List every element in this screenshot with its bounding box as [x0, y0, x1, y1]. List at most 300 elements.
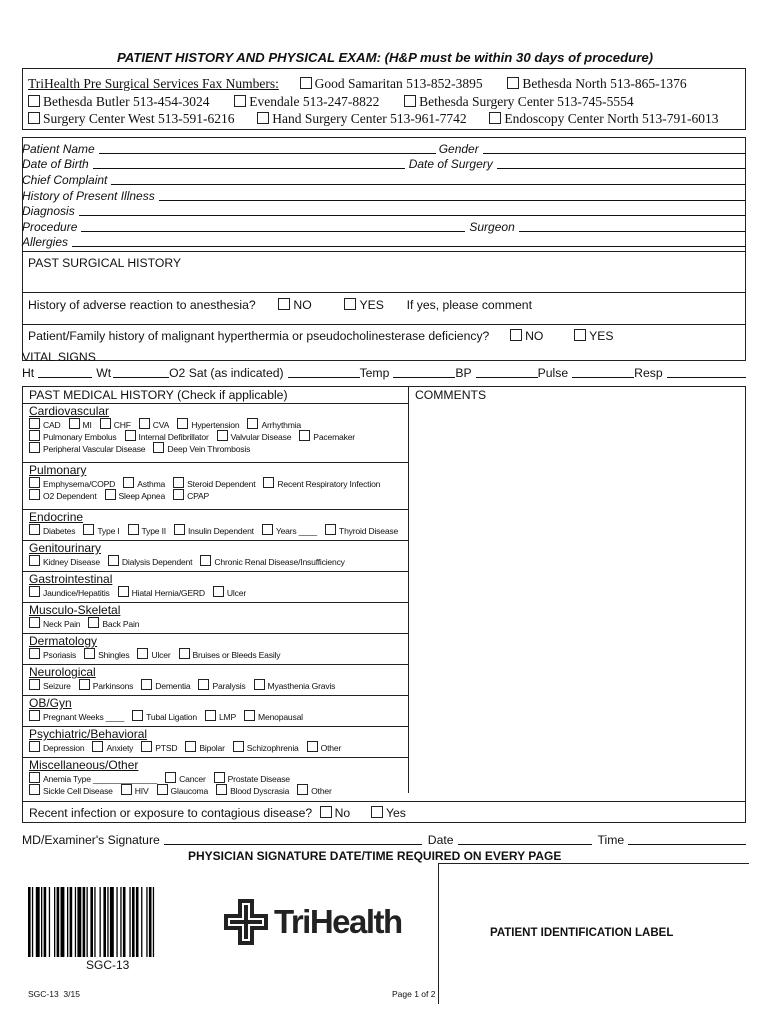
checkbox[interactable]	[123, 477, 134, 488]
pulm-option[interactable]	[173, 489, 209, 501]
obgyn-row-1	[29, 710, 409, 722]
obgyn-label: OB/Gyn	[29, 696, 72, 710]
option-label: Prostate Disease	[227, 774, 290, 784]
pmh-table	[22, 386, 746, 823]
obgyn-option[interactable]	[132, 710, 197, 722]
checkbox[interactable]	[141, 679, 152, 690]
checkbox[interactable]	[108, 555, 119, 566]
surgeon-field[interactable]	[519, 220, 745, 232]
signature-field[interactable]	[164, 833, 422, 845]
cardio-option[interactable]	[299, 430, 355, 442]
diagnosis-label: Diagnosis	[22, 204, 75, 218]
section-gastrointestinal	[23, 571, 409, 602]
option-label: Pacemaker	[313, 432, 355, 442]
option-label: Jaundice/Hepatitis	[43, 588, 110, 598]
page-number: Page 1 of 2	[392, 989, 436, 999]
option-label: Psoriasis	[43, 650, 77, 660]
psych-option[interactable]	[233, 741, 299, 753]
checkbox-bethesda-surgery-center[interactable]	[404, 95, 416, 107]
option-label: Dementia	[155, 681, 191, 691]
patient-name-field[interactable]	[99, 142, 436, 154]
checkbox-evendale[interactable]	[234, 95, 246, 107]
checkbox[interactable]	[297, 784, 308, 795]
checkbox[interactable]	[217, 430, 228, 441]
dob-label: Date of Birth	[22, 157, 89, 171]
barcode-bar	[77, 887, 81, 957]
option-label: Depression	[43, 743, 85, 753]
signature-row: MD/Examiner's Signature Date Time	[22, 833, 746, 847]
pulm-option[interactable]	[29, 489, 97, 501]
barcode-bar	[110, 887, 114, 957]
derm-option[interactable]	[84, 648, 129, 660]
cardio-option[interactable]	[69, 418, 92, 430]
trihealth-wordmark: TriHealth	[274, 903, 402, 940]
bp-field[interactable]	[476, 366, 538, 378]
option-label: MI	[82, 420, 92, 430]
misc-option[interactable]	[297, 784, 332, 796]
gu-option[interactable]	[108, 555, 192, 567]
cardio-option[interactable]	[29, 418, 61, 430]
option-label: Type I	[97, 526, 120, 536]
barcode-bar	[141, 887, 142, 957]
endocrine-label: Endocrine	[29, 510, 84, 524]
obgyn-option[interactable]	[205, 710, 236, 722]
option-label: Anxiety	[106, 743, 134, 753]
hpi-label: History of Present Illness	[22, 189, 155, 203]
section-genitourinary	[23, 540, 409, 571]
barcode-bar	[149, 887, 152, 957]
barcode-bar	[103, 887, 106, 957]
checkbox[interactable]	[185, 741, 196, 752]
ms-option[interactable]	[29, 617, 80, 629]
barcode-bar	[28, 887, 31, 957]
option-label: Thyroid Disease	[339, 526, 399, 536]
misc-option[interactable]	[216, 784, 289, 796]
allergies-field[interactable]	[72, 235, 745, 247]
option-label: Other	[320, 743, 342, 753]
form-id: SGC-13 3/15	[28, 989, 80, 999]
barcode-bar	[153, 887, 154, 957]
checkbox-endoscopy-center-north[interactable]	[489, 112, 501, 124]
checkbox[interactable]	[29, 784, 40, 795]
infection-yes-checkbox[interactable]	[371, 806, 383, 818]
dob-row	[22, 157, 745, 173]
option-label: Parkinsons	[92, 681, 134, 691]
checkbox[interactable]	[29, 586, 40, 597]
checkbox[interactable]	[100, 418, 111, 429]
checkbox[interactable]	[29, 524, 40, 535]
checkbox[interactable]	[325, 524, 336, 535]
option-label: Sleep Apnea	[118, 491, 166, 501]
checkbox[interactable]	[29, 772, 40, 783]
neuro-option[interactable]	[29, 679, 71, 691]
fax-row-3: Surgery Center West 513-591-6216 Hand Surgery Center 513-961-7742 Endoscopy Center North 513-791-6013	[28, 111, 718, 127]
signature-date-field[interactable]	[458, 833, 592, 845]
checkbox[interactable]	[128, 524, 139, 535]
checkbox[interactable]	[29, 710, 40, 721]
infection-row: Recent infection or exposure to contagious disease? No Yes	[29, 806, 406, 820]
option-label: Diabetes	[43, 526, 76, 536]
diagnosis-row	[22, 204, 745, 220]
barcode-bar	[44, 887, 47, 957]
option-label: LMP	[218, 712, 237, 722]
section-psychiatric	[23, 726, 409, 757]
checkbox[interactable]	[216, 784, 227, 795]
barcode-bar	[116, 887, 117, 957]
obgyn-option[interactable]	[244, 710, 303, 722]
pulm-row-1	[29, 477, 409, 489]
checkbox[interactable]	[263, 477, 274, 488]
option-label: Other	[311, 786, 332, 796]
patient-name-row	[22, 142, 745, 158]
checkbox[interactable]	[262, 524, 273, 535]
cardiovascular-label: Cardiovascular	[29, 404, 110, 418]
checkbox[interactable]	[141, 741, 152, 752]
option-label: Bipolar	[199, 743, 225, 753]
checkbox[interactable]	[307, 741, 318, 752]
checkbox[interactable]	[88, 617, 99, 628]
checkbox[interactable]	[105, 489, 116, 500]
checkbox[interactable]	[29, 648, 40, 659]
checkbox[interactable]	[174, 524, 185, 535]
checkbox[interactable]	[137, 648, 148, 659]
section-pulmonary	[23, 462, 409, 509]
option-label: Shingles	[98, 650, 130, 660]
hyperthermia-no-checkbox[interactable]	[510, 329, 522, 341]
psych-option[interactable]	[185, 741, 224, 753]
gi-row-1	[29, 586, 409, 598]
option-label: CPAP	[187, 491, 210, 501]
checkbox[interactable]	[205, 710, 216, 721]
option-label: Blood Dyscrasia	[230, 786, 290, 796]
derm-option[interactable]	[179, 648, 281, 660]
checkbox[interactable]	[84, 648, 95, 659]
option-label: Hypertension	[191, 420, 240, 430]
section-obgyn	[23, 695, 409, 726]
procedure-field[interactable]	[81, 220, 465, 232]
hpi-row	[22, 189, 745, 205]
checkbox[interactable]	[198, 679, 209, 690]
option-label: Emphysema/COPD	[43, 479, 116, 489]
checkbox[interactable]	[132, 710, 143, 721]
option-label: HIV	[134, 786, 149, 796]
allergies-label: Allergies	[22, 235, 69, 249]
checkbox[interactable]	[157, 784, 168, 795]
barcode-bar	[67, 887, 68, 957]
fax-label: TriHealth Pre Surgical Services Fax Numbers:	[28, 76, 279, 91]
section-endocrine	[23, 509, 409, 540]
pulm-option[interactable]	[263, 477, 380, 489]
misc-row-2	[29, 784, 409, 796]
barcode-bar	[136, 887, 139, 957]
infection-row-divider	[23, 801, 745, 802]
hyperthermia-yes-checkbox[interactable]	[574, 329, 586, 341]
vital-signs-heading: VITAL SIGNS	[22, 350, 96, 364]
endo-option[interactable]	[83, 524, 119, 536]
option-label: Years ____	[275, 526, 318, 536]
dermatology-label: Dermatology	[29, 634, 98, 648]
barcode-bar	[70, 887, 73, 957]
checkbox[interactable]	[29, 477, 40, 488]
option-label: Kidney Disease	[43, 557, 100, 567]
neuro-option[interactable]	[141, 679, 190, 691]
pulm-option[interactable]	[29, 477, 115, 489]
option-label: Pregnant Weeks ____	[43, 712, 125, 722]
ms-option[interactable]	[88, 617, 139, 629]
checkbox[interactable]	[247, 418, 258, 429]
fax-row-1: TriHealth Pre Surgical Services Fax Numbers: Good Samaritan 513-852-3895 Bethesda North 513-865-1376	[28, 76, 687, 91]
option-label: Peripheral Vascular Disease	[43, 444, 146, 454]
cardio-option[interactable]	[153, 442, 250, 454]
section-miscellaneous	[23, 757, 409, 804]
gender-field[interactable]	[483, 142, 745, 154]
cardio-row-3	[29, 442, 409, 454]
checkbox-surgery-center-west[interactable]	[28, 112, 40, 124]
misc-option[interactable]	[214, 772, 290, 784]
pulm-row-2	[29, 489, 409, 501]
option-label: Ulcer	[151, 650, 171, 660]
checkbox[interactable]	[177, 418, 188, 429]
option-label: Tubal Ligation	[146, 712, 197, 722]
endo-option[interactable]	[128, 524, 166, 536]
cardio-row-1	[29, 418, 409, 430]
height-field[interactable]	[38, 366, 92, 378]
hpi-field[interactable]	[159, 189, 745, 201]
cardio-row-2	[29, 430, 409, 442]
option-label: Steroid Dependent	[187, 479, 256, 489]
option-label: Glaucoma	[170, 786, 209, 796]
checkbox[interactable]	[165, 772, 176, 783]
cardio-option[interactable]	[217, 430, 292, 442]
barcode-bar	[32, 887, 33, 957]
option-label: Ulcer	[226, 588, 246, 598]
checkbox[interactable]	[92, 741, 103, 752]
checkbox[interactable]	[173, 489, 184, 500]
option-label: Recent Respiratory Infection	[277, 479, 381, 489]
pulm-option[interactable]	[105, 489, 166, 501]
endo-option[interactable]	[174, 524, 254, 536]
trihealth-cross-icon	[222, 897, 270, 947]
checkbox[interactable]	[299, 430, 310, 441]
gender-label: Gender	[438, 142, 479, 156]
option-label: Pulmonary Embolus	[43, 432, 117, 442]
checkbox[interactable]	[213, 586, 224, 597]
cardio-option[interactable]	[100, 418, 131, 430]
cardio-option[interactable]	[125, 430, 209, 442]
resp-field[interactable]	[667, 366, 746, 378]
pulse-field[interactable]	[572, 366, 634, 378]
comments-heading: COMMENTS	[415, 388, 487, 402]
fax-row-2: Bethesda Butler 513-454-3024 Evendale 513-247-8822 Bethesda Surgery Center 513-745-5554	[28, 94, 634, 110]
misc-option[interactable]	[29, 772, 157, 784]
obgyn-option[interactable]	[29, 710, 124, 722]
checkbox[interactable]	[69, 418, 80, 429]
checkbox[interactable]	[29, 679, 40, 690]
infection-no-checkbox[interactable]	[320, 806, 332, 818]
checkbox[interactable]	[179, 648, 190, 659]
checkbox[interactable]	[254, 679, 265, 690]
barcode-bar	[49, 887, 50, 957]
checkbox[interactable]	[153, 442, 164, 453]
anesthesia-yes-checkbox[interactable]	[344, 298, 356, 310]
anesthesia-comment-line[interactable]	[22, 324, 746, 325]
checkbox-bethesda-north[interactable]	[507, 77, 519, 89]
gastrointestinal-label: Gastrointestinal	[29, 572, 113, 586]
complaint-field[interactable]	[111, 173, 745, 185]
neuro-option[interactable]	[79, 679, 134, 691]
cardio-option[interactable]	[177, 418, 239, 430]
procedure-row	[22, 220, 745, 236]
checkbox[interactable]	[29, 430, 40, 441]
genitourinary-label: Genitourinary	[29, 541, 102, 555]
checkbox[interactable]	[29, 442, 40, 453]
barcode-bar	[120, 887, 121, 957]
barcode-bar	[61, 887, 65, 957]
signature-time-field[interactable]	[628, 833, 746, 845]
misc-option[interactable]	[121, 784, 149, 796]
diagnosis-field[interactable]	[79, 204, 745, 216]
temp-field[interactable]	[393, 366, 455, 378]
complaint-row	[22, 173, 745, 189]
dob-field[interactable]	[93, 157, 405, 169]
barcode-bar	[123, 887, 126, 957]
gu-option[interactable]	[200, 555, 344, 567]
cardio-option[interactable]	[139, 418, 169, 430]
checkbox[interactable]	[29, 741, 40, 752]
checkbox[interactable]	[244, 710, 255, 721]
checkbox[interactable]	[29, 617, 40, 628]
miscellaneous-label: Miscellaneous/Other	[29, 758, 139, 772]
option-label: Chronic Renal Disease/Insufficiency	[214, 557, 345, 567]
endo-row-1	[29, 524, 409, 536]
barcode-bar	[57, 887, 60, 957]
pulm-option[interactable]	[123, 477, 165, 489]
psych-option[interactable]	[29, 741, 84, 753]
misc-option[interactable]	[157, 784, 209, 796]
cardio-option[interactable]	[29, 430, 117, 442]
option-label: Anemia Type ______________	[43, 774, 158, 784]
option-label: PTSD	[155, 743, 178, 753]
endo-option[interactable]	[325, 524, 398, 536]
checkbox-hand-surgery-center[interactable]	[257, 112, 269, 124]
anesthesia-no-checkbox[interactable]	[278, 298, 290, 310]
section-cardiovascular	[23, 403, 409, 462]
barcode-text: SGC-13	[86, 958, 130, 972]
section-musculoskeletal	[23, 602, 409, 633]
cardio-option[interactable]	[29, 442, 145, 454]
signature-required-note: PHYSICIAN SIGNATURE DATE/TIME REQUIRED ON EVERY PAGE	[188, 849, 562, 863]
option-label: Arrhythmia	[261, 420, 301, 430]
option-label: Asthma	[137, 479, 166, 489]
checkbox[interactable]	[214, 772, 225, 783]
option-label: Sickle Cell Disease	[43, 786, 113, 796]
psych-option[interactable]	[141, 741, 177, 753]
checkbox-good-samaritan[interactable]	[300, 77, 312, 89]
allergies-row	[22, 235, 745, 251]
checkbox[interactable]	[79, 679, 90, 690]
checkbox[interactable]	[83, 524, 94, 535]
option-label: Menopausal	[258, 712, 303, 722]
barcode-bar	[87, 887, 88, 957]
barcode-bar	[41, 887, 42, 957]
surgical-history-divider	[22, 251, 746, 252]
comments-area[interactable]	[409, 403, 746, 793]
checkbox-bethesda-butler[interactable]	[28, 95, 40, 107]
psych-option[interactable]	[92, 741, 133, 753]
barcode	[28, 887, 190, 957]
endo-option[interactable]	[262, 524, 317, 536]
option-label: Type II	[141, 526, 166, 536]
barcode-bar	[100, 887, 101, 957]
musculoskeletal-label: Musculo-Skeletal	[29, 603, 121, 617]
derm-option[interactable]	[29, 648, 76, 660]
hyperthermia-row: Patient/Family history of malignant hyperthermia or pseudocholinesterase deficiency? NO YES	[28, 329, 614, 343]
surgical-history-field[interactable]	[22, 292, 746, 293]
option-label: CAD	[43, 420, 61, 430]
option-label: O2 Dependent	[43, 491, 97, 501]
surgery-date-label: Date of Surgery	[408, 157, 493, 171]
checkbox[interactable]	[139, 418, 150, 429]
barcode-bar	[75, 887, 76, 957]
section-neurological	[23, 664, 409, 695]
barcode-bar	[146, 887, 147, 957]
cardio-option[interactable]	[247, 418, 301, 430]
endo-option[interactable]	[29, 524, 75, 536]
neuro-option[interactable]	[254, 679, 336, 691]
misc-option[interactable]	[165, 772, 206, 784]
option-label: Hiatal Hernia/GERD	[131, 588, 205, 598]
option-label: Myasthenia Gravis	[267, 681, 336, 691]
barcode-bar	[132, 887, 135, 957]
gi-option[interactable]	[118, 586, 205, 598]
checkbox[interactable]	[233, 741, 244, 752]
gu-option[interactable]	[29, 555, 100, 567]
patient-identification-label: PATIENT IDENTIFICATION LABEL	[490, 927, 674, 939]
gi-option[interactable]	[29, 586, 110, 598]
option-label: Neck Pain	[43, 619, 81, 629]
checkbox[interactable]	[118, 586, 129, 597]
barcode-bar	[54, 887, 55, 957]
pulm-option[interactable]	[173, 477, 255, 489]
checkbox[interactable]	[121, 784, 132, 795]
form-title: PATIENT HISTORY AND PHYSICAL EXAM: (H&P must be within 30 days of procedure)	[116, 50, 654, 65]
neurological-label: Neurological	[29, 665, 96, 679]
option-label: Valvular Disease	[230, 432, 292, 442]
procedure-label: Procedure	[22, 220, 78, 234]
section-dermatology	[23, 633, 409, 664]
checkbox[interactable]	[29, 489, 40, 500]
derm-option[interactable]	[137, 648, 170, 660]
trihealth-logo	[222, 897, 402, 947]
surgeon-label: Surgeon	[469, 220, 515, 234]
o2-field[interactable]	[288, 366, 360, 378]
barcode-bar	[107, 887, 108, 957]
gi-option[interactable]	[213, 586, 246, 598]
option-label: Cancer	[179, 774, 206, 784]
checkbox[interactable]	[29, 555, 40, 566]
misc-option[interactable]	[29, 784, 113, 796]
checkbox[interactable]	[125, 430, 136, 441]
checkbox[interactable]	[29, 418, 40, 429]
checkbox[interactable]	[173, 477, 184, 488]
pmh-heading: PAST MEDICAL HISTORY (Check if applicable)	[29, 388, 288, 402]
barcode-bar	[94, 887, 95, 957]
neuro-option[interactable]	[198, 679, 245, 691]
psych-option[interactable]	[307, 741, 342, 753]
surgery-date-field[interactable]	[497, 157, 745, 169]
weight-field[interactable]	[113, 366, 169, 378]
checkbox[interactable]	[200, 555, 211, 566]
